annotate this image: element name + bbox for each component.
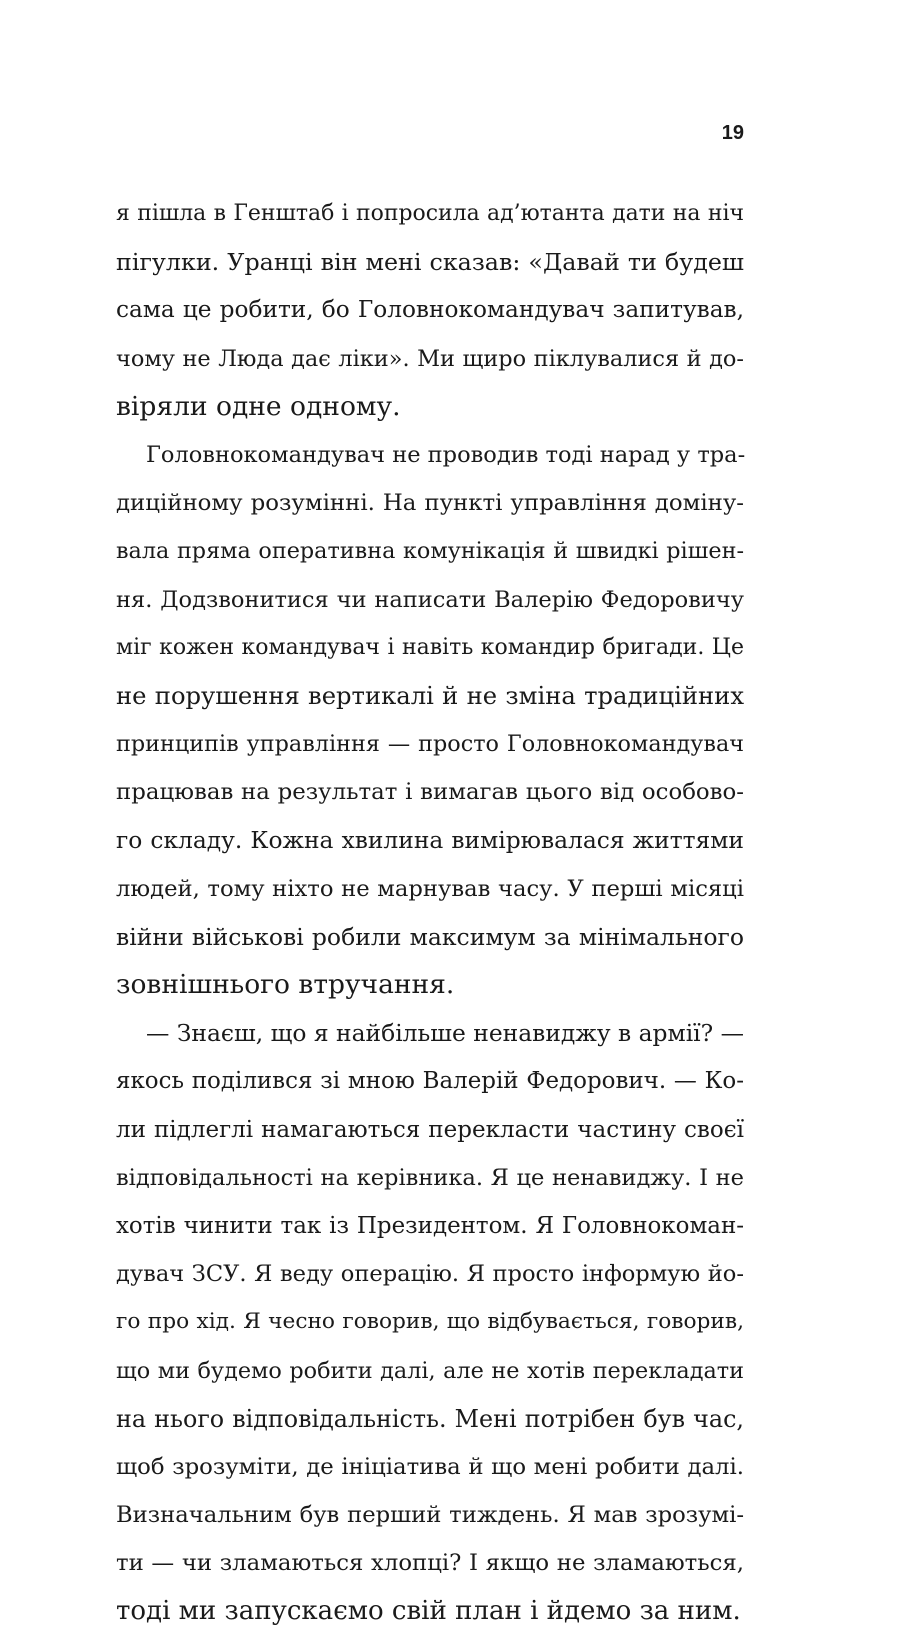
text-line: чому не Люда дає ліки». Ми щиро піклувалися й до- bbox=[116, 345, 744, 372]
paragraph-first-line: — Знаєш, що я найбільше ненавиджу в армії? — bbox=[146, 1019, 744, 1048]
text-line: го складу. Кожна хвилина вимірювалася життями bbox=[116, 826, 744, 855]
text-line: зовнішнього втручання. bbox=[116, 969, 455, 1000]
text-line: відповідальності на керівника. Я це ненавиджу. І не bbox=[116, 1164, 744, 1191]
page-number: 19 bbox=[721, 122, 744, 144]
text-line: диційному розумінні. На пункті управління доміну- bbox=[116, 490, 744, 517]
text-line: Визначальним був перший тиждень. Я мав зрозумі- bbox=[116, 1502, 744, 1529]
text-line: людей, тому ніхто не марнував часу. У перші місяці bbox=[116, 875, 744, 902]
text-line: сама це робити, бо Головнокомандувач запитував, bbox=[116, 296, 744, 324]
paragraph-first-line: Головнокомандувач не проводив тоді нарад у тра- bbox=[146, 441, 746, 468]
text-line: працював на результат і вимагав цього від особово- bbox=[116, 779, 744, 806]
text-line: що ми будемо робити далі, але не хотів перекладати bbox=[116, 1357, 744, 1384]
text-line: ли підлеглі намагаються перекласти частину своєї bbox=[116, 1116, 744, 1143]
text-line: не порушення вертикалі й не зміна традиційних bbox=[116, 680, 744, 710]
text-line: на нього відповідальність. Мені потрібен був час, bbox=[116, 1404, 744, 1433]
text-line: го про хід. Я чесно говорив, що відбувається, говорив, bbox=[116, 1309, 744, 1335]
text-line: ти — чи зламаються хлопці? І якщо не зламаються, bbox=[116, 1550, 744, 1577]
text-line: якось поділився зі мною Валерій Федорович. — Ко- bbox=[116, 1068, 744, 1095]
text-line: міг кожен командувач і навіть командир бригади. Це bbox=[116, 634, 744, 660]
text-line: пігулки. Уранці він мені сказав: «Давай ти будеш bbox=[116, 248, 744, 277]
text-line: віряли одне одному. bbox=[116, 390, 401, 422]
text-line: дувач ЗСУ. Я веду операцію. Я просто інформую йо- bbox=[116, 1261, 744, 1288]
text-line: війни військові робили максимум за мінімального bbox=[116, 922, 744, 951]
text-line: принципів управління — просто Головнокомандувач bbox=[116, 731, 744, 758]
text-line: тоді ми запускаємо свій план і йдемо за ним. bbox=[116, 1596, 741, 1627]
text-line: вала пряма оперативна комунікація й швидкі рішен- bbox=[116, 538, 744, 565]
text-line: хотів чинити так із Президентом. Я Головнокоман- bbox=[116, 1212, 744, 1239]
text-line: я пішла в Генштаб і попросила ад’ютанта дати на ніч bbox=[116, 201, 744, 226]
text-line: ня. Додзвонитися чи написати Валерію Федоровичу bbox=[116, 586, 744, 613]
body-text bbox=[116, 190, 744, 1636]
text-line: щоб зрозуміти, де ініціатива й що мені робити далі. bbox=[116, 1453, 744, 1480]
